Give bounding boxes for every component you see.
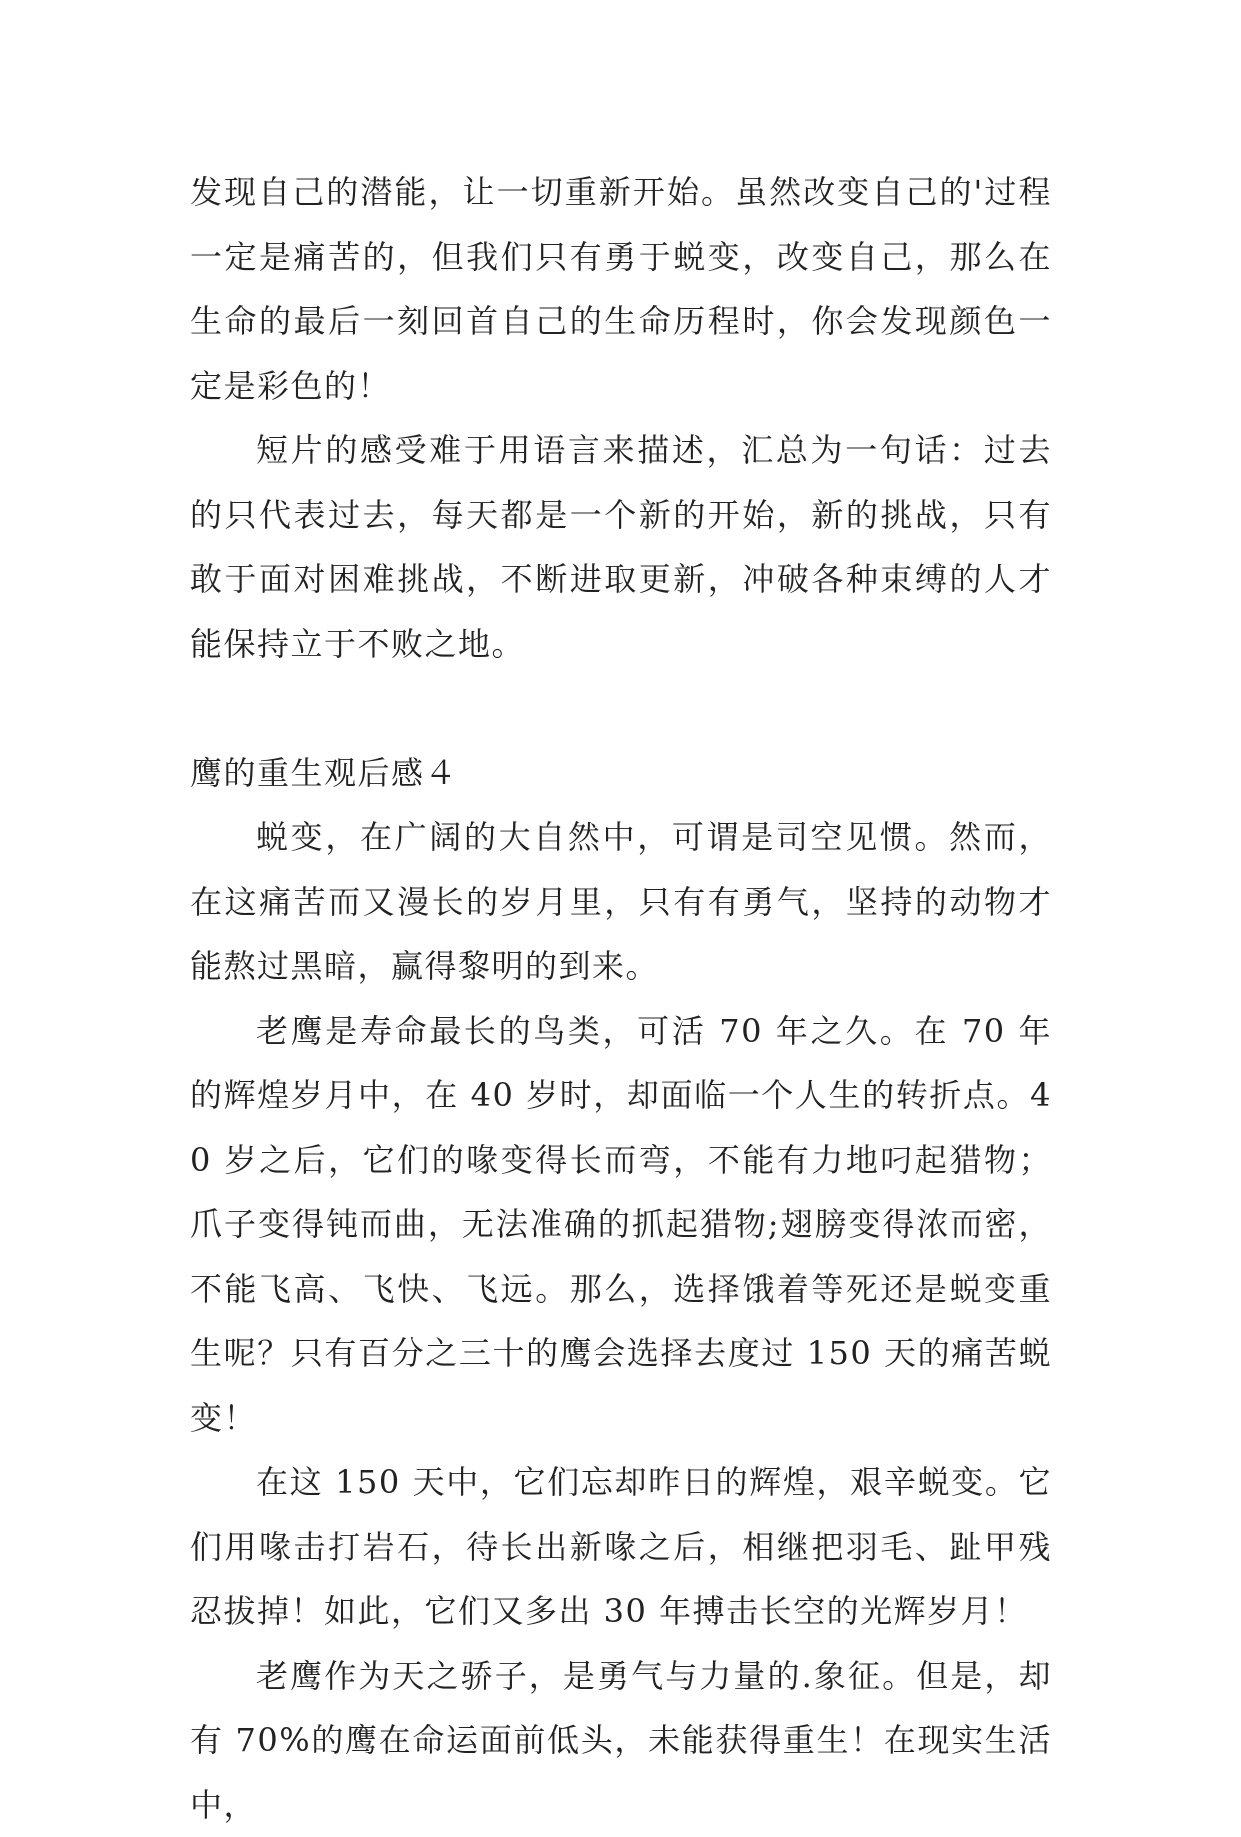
section-heading: 鹰的重生观后感４	[190, 741, 1052, 806]
paragraph-summary: 短片的感受难于用语言来描述，汇总为一句话：过去的只代表过去，每天都是一个新的开始，新的挑战，只有敢于面对困难挑战，不断进取更新，冲破各种束缚的人才能保持立于不败之地。	[190, 418, 1052, 676]
paragraph-intro: 蜕变，在广阔的大自然中，可谓是司空见惯。然而，在这痛苦而又漫长的岁月里，只有有勇气，坚持的动物才能熬过黑暗，赢得黎明的到来。	[190, 805, 1052, 999]
paragraph-eagle-lifespan: 老鹰是寿命最长的鸟类，可活 70 年之久。在 70 年的辉煌岁月中，在 40 岁时，却面临一个人生的转折点。40 岁之后，它们的喙变得长而弯，不能有力地叼起猎物；爪子变得钝而曲，无法准确的抓起猎物;翅膀变得浓而密，不能飞高、飞快、飞远。那么，选择饿着等死还是蜕变重生呢？只有百分之三十的鹰会选择去度过 150 天的痛苦蜕变！	[190, 999, 1052, 1451]
paragraph-courage: 老鹰作为天之骄子，是勇气与力量的.象征。但是，却有 70%的鹰在命运面前低头，未能获得重生！在现实生活中，	[190, 1644, 1052, 1837]
paragraph-transformation: 在这 150 天中，它们忘却昨日的辉煌，艰辛蜕变。它们用喙击打岩石，待长出新喙之后，相继把羽毛、趾甲残忍拔掉！如此，它们又多出 30 年搏击长空的光辉岁月！	[190, 1450, 1052, 1644]
section-spacer	[190, 676, 1052, 741]
document-body	[190, 160, 1052, 1837]
paragraph-continued: 发现自己的潜能，让一切重新开始。虽然改变自己的'过程一定是痛苦的，但我们只有勇于蜕变，改变自己，那么在生命的最后一刻回首自己的生命历程时，你会发现颜色一定是彩色的！	[190, 160, 1052, 418]
